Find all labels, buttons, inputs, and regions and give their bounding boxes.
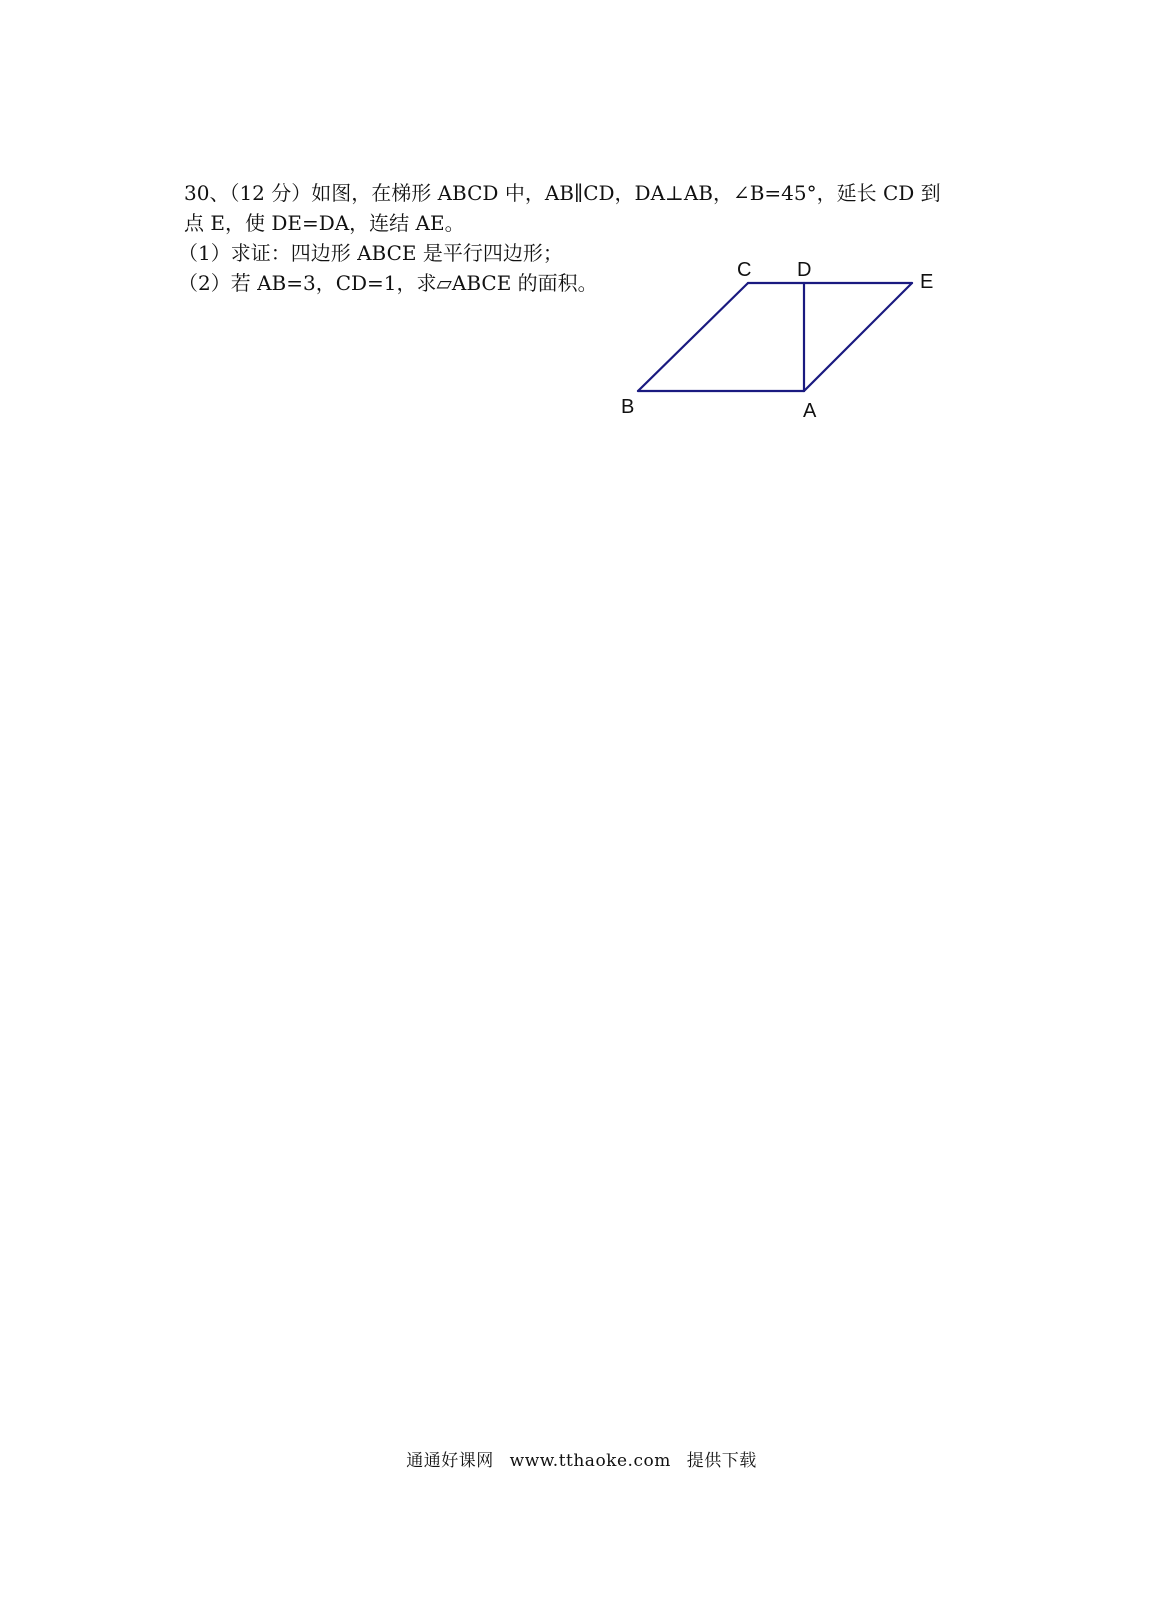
footer-site-name: 通通好课网 (406, 1451, 494, 1471)
vertex-label-d: D (797, 259, 812, 281)
vertex-label-c: C (737, 259, 752, 281)
segment-ea (804, 283, 912, 391)
vertex-label-b: B (621, 396, 635, 418)
vertex-label-e: E (920, 271, 934, 293)
question-stem-line-2: 点 E，使 DE=DA，连结 AE。 (184, 211, 465, 235)
geometry-diagram (600, 250, 980, 440)
question-stem-line-1: 30、（12 分）如图，在梯形 ABCD 中，AB∥CD，DA⊥AB，∠B=45°，延长 CD 到 (184, 181, 941, 205)
vertex-label-a: A (803, 400, 817, 422)
question-part-2: （2）若 AB=3，CD=1，求▱ABCE 的面积。 (178, 271, 598, 295)
page-footer (0, 1446, 1163, 1471)
question-part-1: （1）求证：四边形 ABCE 是平行四边形； (178, 241, 563, 265)
footer-provider-text: 提供下载 (686, 1451, 757, 1471)
segment-bc (638, 283, 748, 391)
footer-url: www.tthaoke.com (509, 1451, 671, 1471)
parallelogram-figure (600, 250, 980, 440)
